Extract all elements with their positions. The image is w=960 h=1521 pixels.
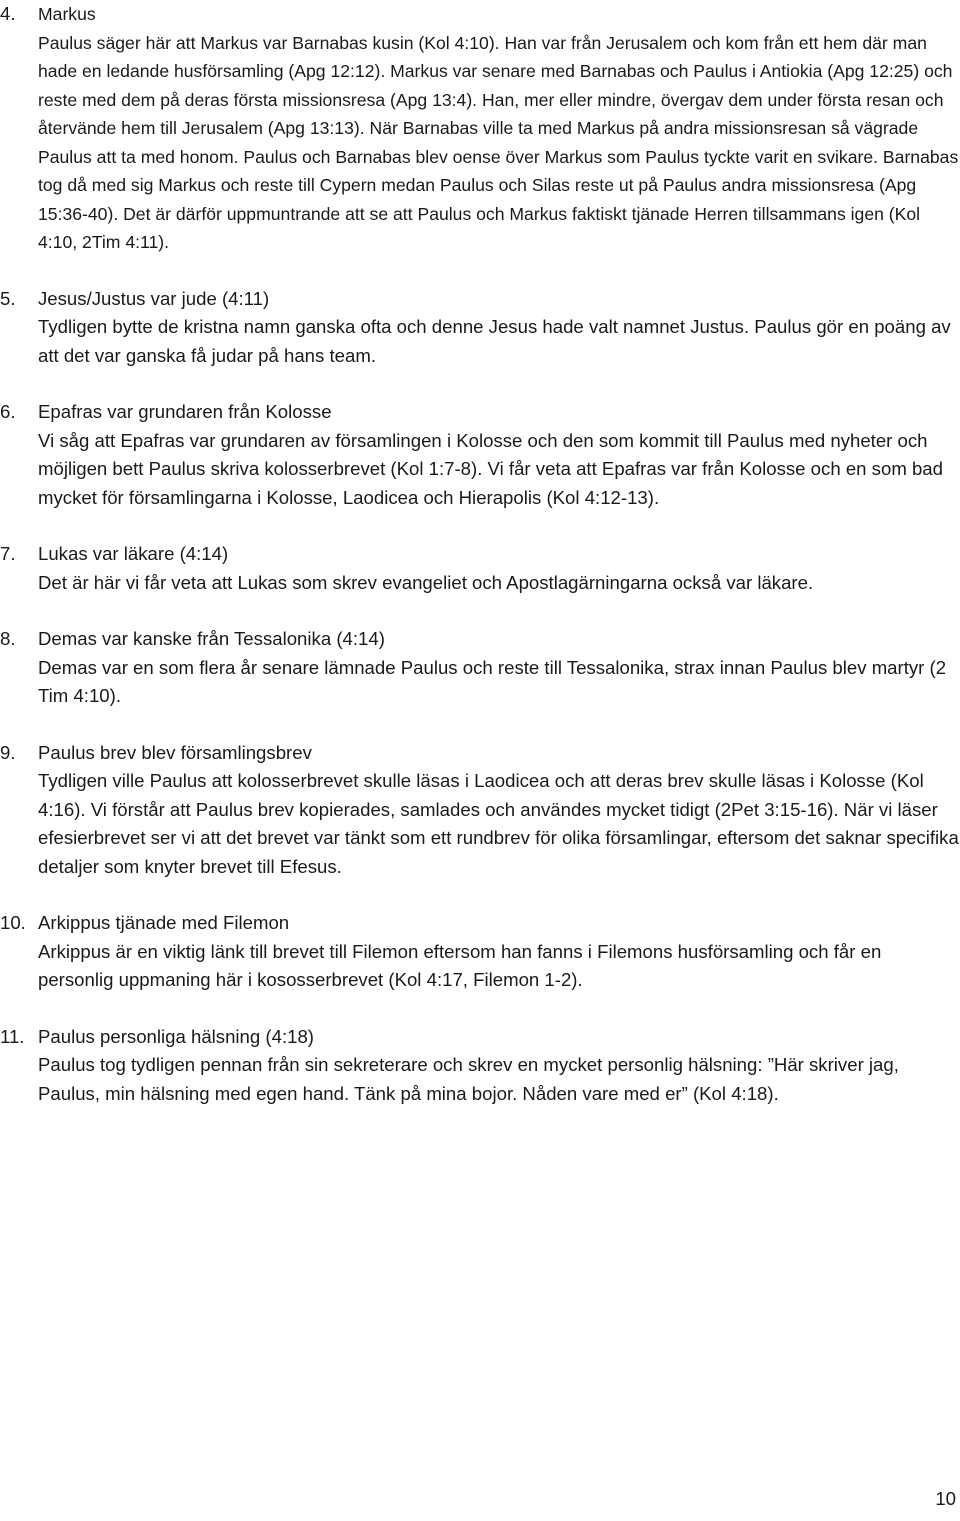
- item-content: [38, 625, 960, 711]
- item-content: [38, 398, 960, 512]
- list-item: [0, 1023, 960, 1109]
- item-body: Paulus säger här att Markus var Barnabas kusin (Kol 4:10). Han var från Jerusalem och kom från ett hem där man hade en ledande husförsamling (Apg 12:12). Markus var senare med Barnabas och Paulus i Antiokia (Apg 12:25) och reste med dem på deras första missionsresa (Apg 13:4). Han, mer eller mindre, övergav dem under första resan och återvände hem till Jerusalem (Apg 13:13). När Barnabas ville ta med Markus på andra missionsresan så vägrade Paulus att ta med honom. Paulus och Barnabas blev oense över Markus som Paulus tyckte varit en svikare. Barnabas tog då med sig Markus och reste till Cypern medan Paulus och Silas reste ut på Paulus andra missionsresa (Apg 15:36-40). Det är därför uppmuntrande att se att Paulus och Markus faktiskt tjänade Herren tillsammans igen (Kol 4:10, 2Tim 4:11).: [38, 32, 959, 252]
- item-heading: Paulus brev blev församlingsbrev: [38, 741, 312, 763]
- item-heading: Lukas var läkare (4:14): [38, 543, 229, 564]
- item-content: [38, 1023, 960, 1109]
- item-body: Paulus tog tydligen pennan från sin sekreterare och skrev en mycket personlig hälsning: ”Här skriver jag, Paulus, min hälsning med egen hand. Tänk på mina bojor. Nåden vare med er” (Kol 4:18).: [38, 1054, 899, 1104]
- item-heading: Arkippus tjänade med Filemon: [38, 912, 290, 933]
- item-number: 8.: [0, 628, 16, 649]
- item-number: 7.: [0, 543, 16, 564]
- item-number: 6.: [0, 401, 16, 422]
- item-number: 4.: [0, 3, 16, 24]
- item-heading: Jesus/Justus var jude (4:11): [38, 287, 270, 309]
- item-body: Demas var en som flera år senare lämnade Paulus och reste till Tessalonika, strax innan Paulus blev martyr (2 Tim 4:10).: [38, 656, 947, 706]
- item-number: 9.: [0, 741, 16, 763]
- item-heading: Markus: [38, 4, 96, 24]
- item-body: Arkippus är en viktig länk till brevet till Filemon eftersom han fanns i Filemons husförsamling och får en personlig uppmaning här i kososserbrevet (Kol 4:17, Filemon 1-2).: [38, 940, 882, 990]
- item-heading: Paulus personliga hälsning (4:18): [38, 1025, 314, 1047]
- list-item: [0, 739, 960, 882]
- item-number: 5.: [0, 287, 16, 309]
- item-content: [38, 909, 960, 995]
- item-body: Vi såg att Epafras var grundaren av församlingen i Kolosse och den som kommit till Paulus med nyheter och möjligen bett Paulus skriva kolosserbrevet (Kol 1:7-8). Vi får veta att Epafras var från Kolosse och en som bad mycket för församlingarna i Kolosse, Laodicea och Hierapolis (Kol 4:12-13).: [38, 429, 943, 508]
- item-number: 11.: [0, 1025, 25, 1047]
- item-content: [38, 0, 960, 257]
- list-item: [0, 625, 960, 711]
- item-body: Det är här vi får veta att Lukas som skrev evangeliet och Apostlagärningarna också var läkare.: [38, 571, 814, 593]
- item-number: 10.: [0, 912, 26, 933]
- item-heading: Demas var kanske från Tessalonika (4:14): [38, 628, 385, 649]
- item-heading: Epafras var grundaren från Kolosse: [38, 401, 332, 422]
- list-item: [0, 0, 960, 257]
- item-content: [38, 540, 960, 597]
- list-item: [0, 398, 960, 512]
- list-item: [0, 540, 960, 597]
- item-content: [38, 285, 960, 371]
- list-item: [0, 909, 960, 995]
- list-item: [0, 285, 960, 371]
- item-body: Tydligen ville Paulus att kolosserbrevet skulle läsas i Laodicea och att deras brev skulle läsas i Kolosse (Kol 4:16). Vi förstår att Paulus brev kopierades, samlades och användes mycket tidigt (2Pet 3:15-16). När vi läser efesierbrevet ser vi att det brevet var tänkt som ett rundbrev för olika församlingar, eftersom det saknar specifika detaljer som knyter brevet till Efesus.: [38, 770, 959, 877]
- item-body: Tydligen bytte de kristna namn ganska ofta och denne Jesus hade valt namnet Justus. Paulus gör en poäng av att det var ganska få judar på hans team.: [38, 316, 951, 366]
- item-content: [38, 739, 960, 882]
- page-number: 10: [935, 1488, 956, 1509]
